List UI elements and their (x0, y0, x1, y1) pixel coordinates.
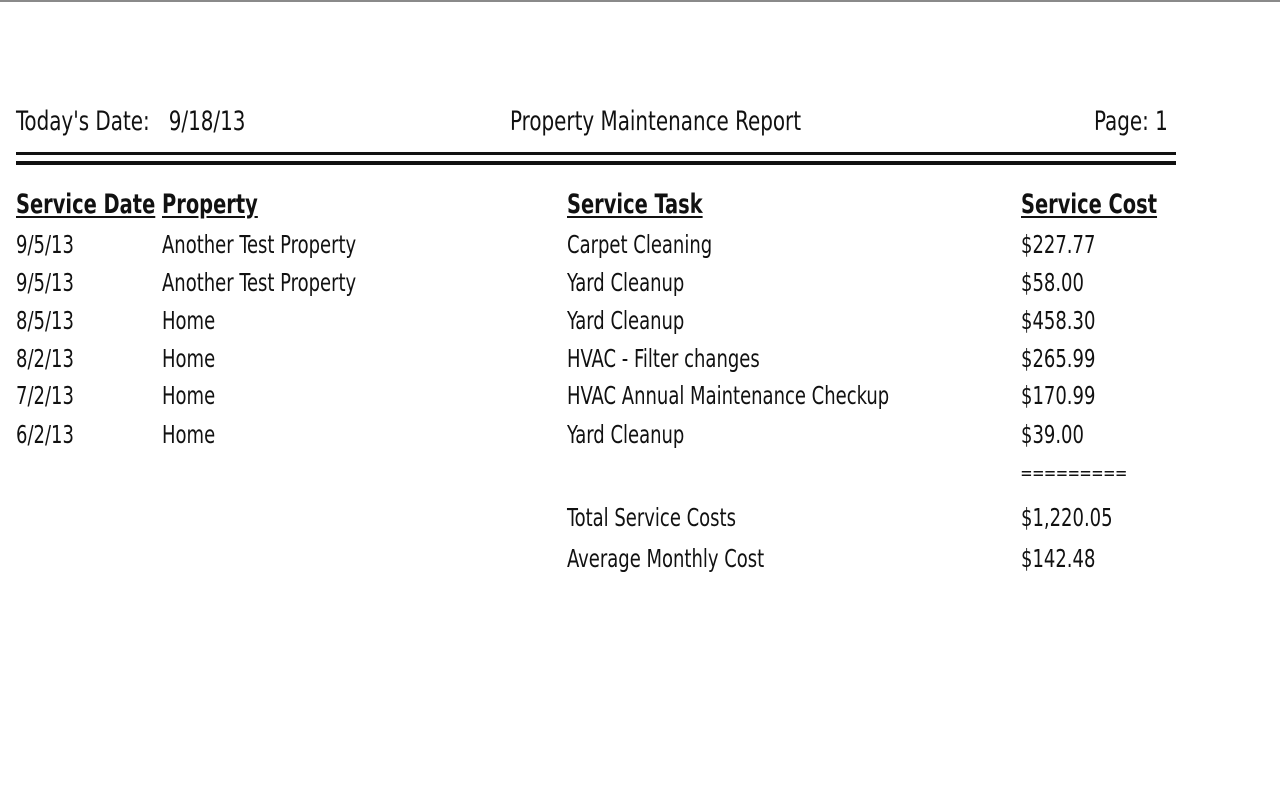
todays-date-value: 9/18/13 (168, 106, 246, 137)
table-row (16, 306, 1176, 344)
page-number (1094, 106, 1168, 138)
column-header-service-date: Service Date (16, 189, 156, 220)
row-service-task: Yard Cleanup (567, 268, 685, 297)
row-service-cost: $227.77 (1021, 230, 1096, 259)
todays-date (16, 106, 245, 138)
row-property: Home (162, 344, 216, 373)
page-value: 1 (1155, 106, 1168, 137)
row-property: Home (162, 306, 216, 335)
row-service-task: Carpet Cleaning (567, 230, 713, 259)
row-property: Another Test Property (162, 230, 357, 259)
column-header-service-task: Service Task (567, 189, 703, 220)
column-header-property: Property (162, 189, 258, 220)
page-label: Page: (1094, 106, 1149, 137)
total-service-costs-label: Total Service Costs (567, 503, 736, 532)
header-rule-bottom (16, 161, 1176, 165)
row-service-task: Yard Cleanup (567, 306, 685, 335)
table-row (16, 344, 1176, 382)
row-service-cost: $39.00 (1021, 420, 1084, 449)
row-service-date: 9/5/13 (16, 268, 74, 297)
row-service-date: 7/2/13 (16, 381, 74, 410)
row-property: Another Test Property (162, 268, 357, 297)
row-service-date: 9/5/13 (16, 230, 74, 259)
table-row (16, 230, 1176, 268)
row-service-date: 8/5/13 (16, 306, 74, 335)
row-property: Home (162, 381, 216, 410)
todays-date-label: Today's Date: (16, 106, 150, 137)
row-service-task: Yard Cleanup (567, 420, 685, 449)
row-service-cost: $170.99 (1021, 381, 1096, 410)
column-header-service-cost: Service Cost (1021, 189, 1158, 220)
average-monthly-cost-value: $142.48 (1021, 544, 1096, 573)
table-row (16, 381, 1176, 419)
table-row (16, 268, 1176, 306)
total-service-costs-value: $1,220.05 (1021, 503, 1113, 532)
row-service-cost: $58.00 (1021, 268, 1084, 297)
row-service-date: 6/2/13 (16, 420, 74, 449)
table-row (16, 420, 1176, 458)
row-service-task: HVAC Annual Maintenance Checkup (567, 381, 890, 410)
total-separator: ========= (1021, 463, 1128, 484)
property-maintenance-report (16, 2, 1176, 800)
average-monthly-cost-label: Average Monthly Cost (567, 544, 765, 573)
row-service-task: HVAC - Filter changes (567, 344, 760, 373)
row-service-cost: $458.30 (1021, 306, 1096, 335)
row-service-cost: $265.99 (1021, 344, 1096, 373)
row-property: Home (162, 420, 216, 449)
row-service-date: 8/2/13 (16, 344, 74, 373)
header-rule-top (16, 152, 1176, 155)
report-title: Property Maintenance Report (510, 106, 802, 137)
